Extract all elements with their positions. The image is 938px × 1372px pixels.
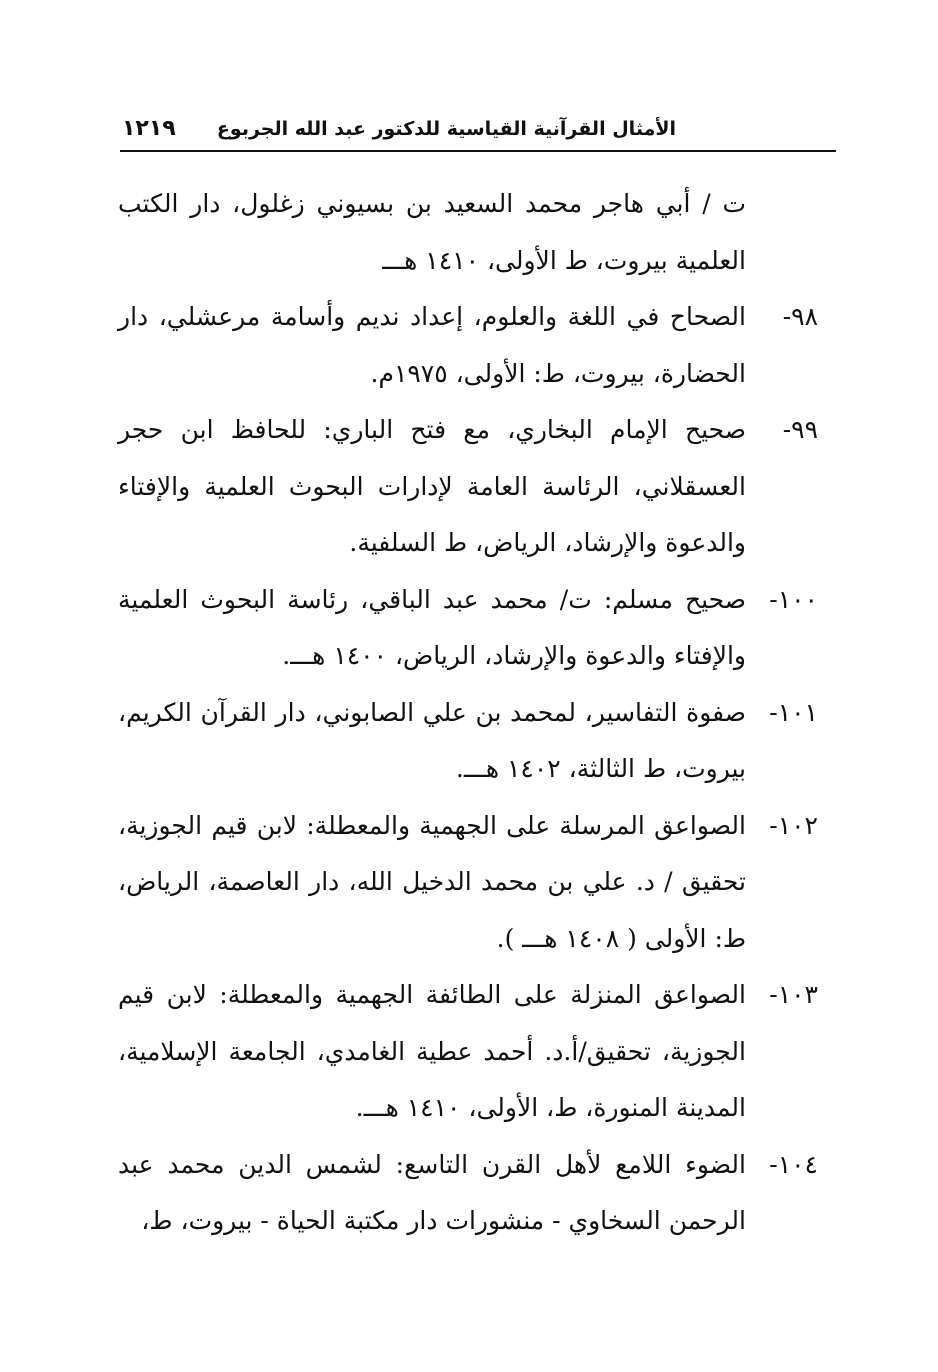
entry-text: الصواعق المرسلة على الجهمية والمعطلة: لابن قيم الجوزية، تحقيق / د. علي بن محمد الدخيل الله، دار العاصمة، الرياض، ط: الأولى ( ١٤٠٨ هـــ ). xyxy=(118,810,746,953)
entry-number: ١٠٣- xyxy=(769,980,818,1009)
bibliography-entry xyxy=(118,176,818,289)
entry-number: ١٠٤- xyxy=(769,1149,818,1179)
bibliography-entry xyxy=(118,402,818,572)
bibliography-entry xyxy=(118,798,818,968)
bibliography-list xyxy=(118,176,818,1250)
entry-text: الصواعق المنزلة على الطائفة الجهمية والمعطلة: لابن قيم الجوزية، تحقيق/أ.د. أحمد عطية الغامدي، الجامعة الإسلامية، المدينة المنورة، ط، الأولى، ١٤١٠ هـــ. xyxy=(118,980,746,1122)
entry-number: ١٠٢- xyxy=(769,810,818,840)
page-header xyxy=(120,112,836,152)
running-title: الأمثال القرآنية القياسية للدكتور عبد الله الجربوع xyxy=(216,118,676,140)
entry-text: صحيح مسلم: ت/ محمد عبد الباقي، رئاسة البحوث العلمية والإفتاء والدعوة والإرشاد، الرياض، ١٤٠٠ هـــ. xyxy=(118,584,746,670)
bibliography-entry xyxy=(118,572,818,685)
header-rule xyxy=(120,150,836,152)
bibliography-entry xyxy=(118,289,818,402)
entry-text: الضوء اللامع لأهل القرن التاسع: لشمس الدين محمد عبد الرحمن السخاوي - منشورات دار مكتبة الحياة - بيروت، ط، xyxy=(118,1149,746,1235)
entry-number: ٩٨- xyxy=(782,302,818,331)
entry-text: صفوة التفاسير، لمحمد بن علي الصابوني، دار القرآن الكريم، بيروت، ط الثالثة، ١٤٠٢ هـــ. xyxy=(118,697,746,783)
entry-number: ١٠٠- xyxy=(769,584,818,614)
entry-text: صحيح الإمام البخاري، مع فتح الباري: للحافظ ابن حجر العسقلاني، الرئاسة العامة لإدارات البحوث العلمية والإفتاء والدعوة والإرشاد، الرياض، ط السلفية. xyxy=(118,415,746,557)
entry-number: ١٠١- xyxy=(769,697,818,727)
entry-text: الصحاح في اللغة والعلوم، إعداد نديم وأسامة مرعشلي، دار الحضارة، بيروت، ط: الأولى، ١٩٧٥م. xyxy=(118,302,746,388)
bibliography-entry xyxy=(118,1137,818,1250)
bibliography-entry xyxy=(118,685,818,798)
bibliography-entry xyxy=(118,967,818,1137)
page-number: ١٢١٩ xyxy=(122,116,176,141)
entry-number: ٩٩- xyxy=(782,415,818,444)
entry-text: ت / أبي هاجر محمد السعيد بن بسيوني زغلول، دار الكتب العلمية بيروت، ط الأولى، ١٤١٠ هـــ xyxy=(118,189,746,275)
